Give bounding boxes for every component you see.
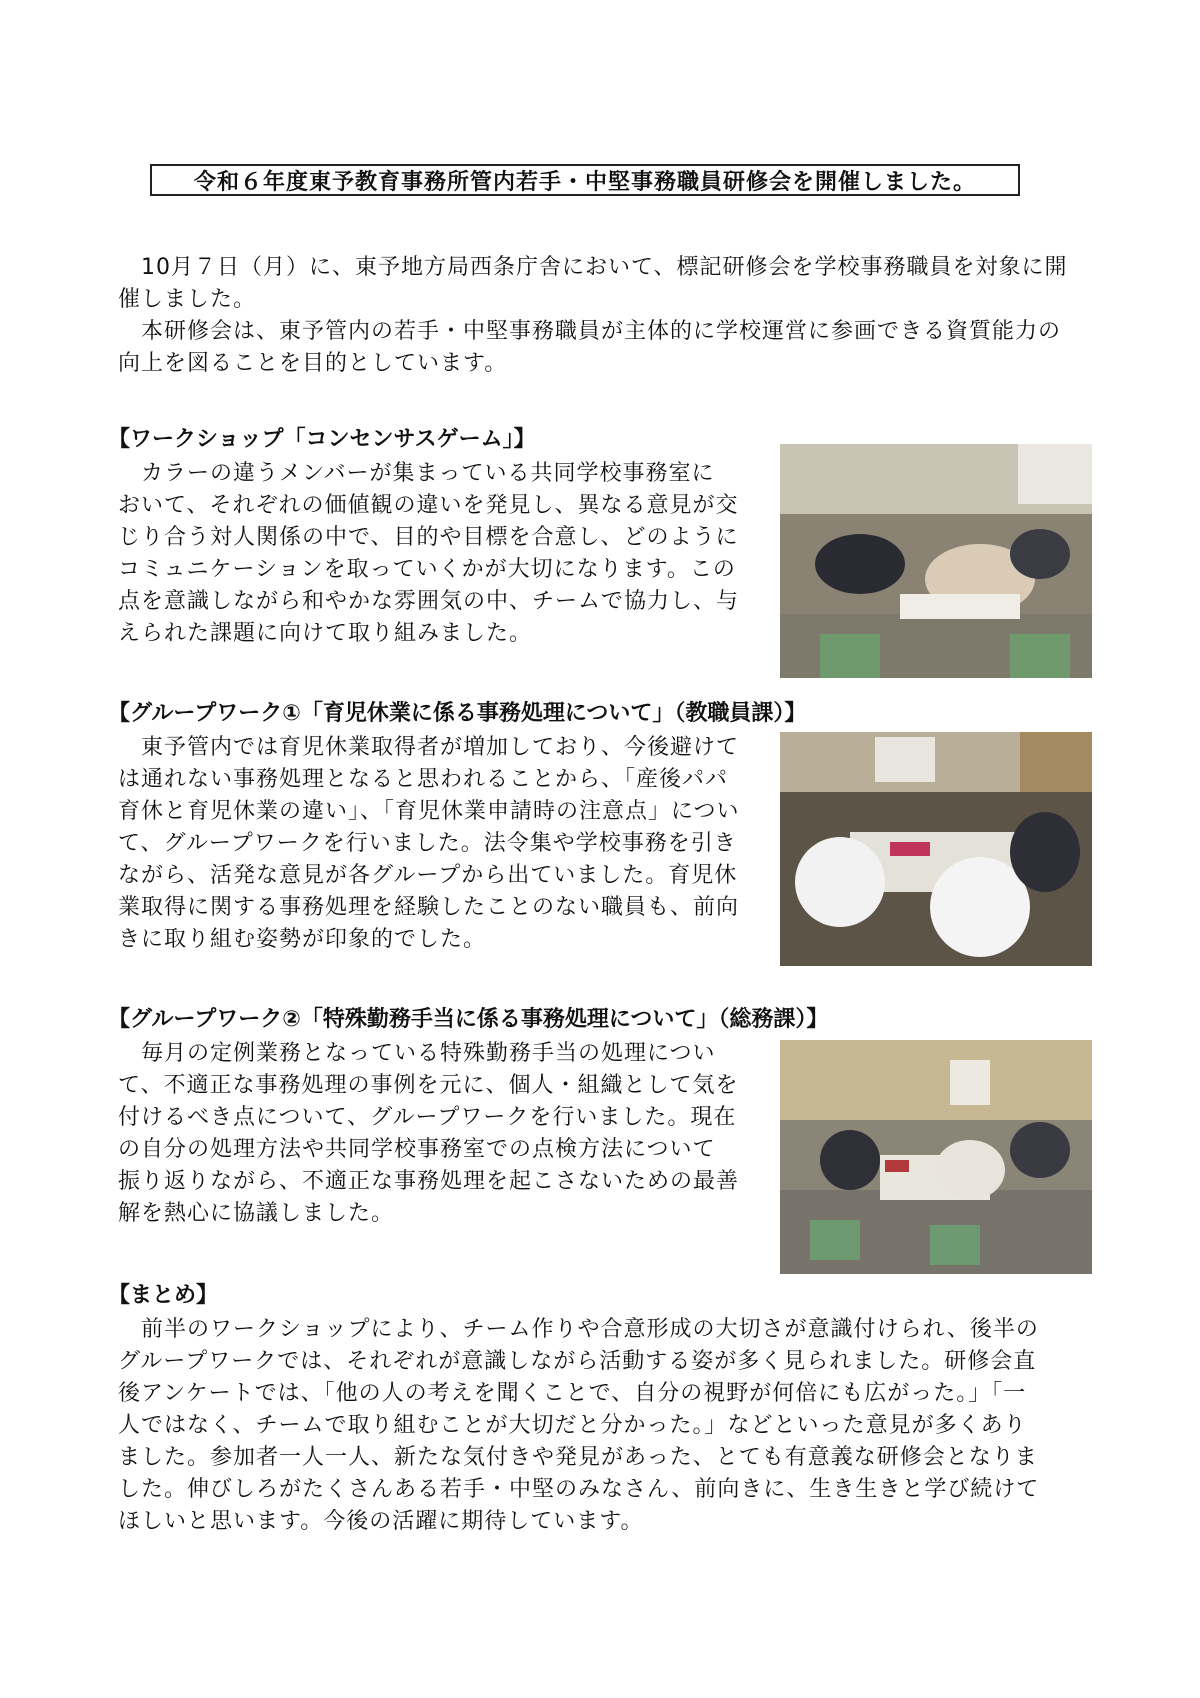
- body-line: は通れない事務処理となると思われることから、「産後パパ: [118, 767, 729, 792]
- body-line: ほしいと思います。今後の活躍に期待しています。: [118, 1509, 644, 1534]
- section-heading-groupwork-1: 【グループワーク①「育児休業に係る事務処理について」（教職員課）】: [108, 701, 807, 726]
- body-line: きに取り組む姿勢が印象的でした。: [118, 927, 487, 952]
- intro-line: 10月７日（月）に、東予地方局西条庁舎において、標記研修会を学校事務職員を対象に開: [118, 255, 1068, 280]
- body-line: て、グループワークを行いました。法令集や学校事務を引き: [118, 831, 737, 856]
- intro-paragraph: [118, 252, 1098, 380]
- body-line: 東予管内では育児休業取得者が増加しており、今後避けて: [118, 735, 740, 760]
- section-heading-workshop: 【ワークショップ「コンセンサスゲーム」】: [108, 427, 536, 452]
- body-line: コミュニケーションを取っていくかが大切になります。この: [118, 557, 736, 582]
- groupwork-1-photo: [780, 732, 1092, 966]
- intro-line: 催しました。: [118, 287, 257, 312]
- workshop-photo: [780, 444, 1092, 678]
- body-line: ながら、活発な意見が各グループから出ていました。育児休: [118, 863, 738, 888]
- body-line: 人ではなく、チームで取り組むことが大切だと分かった。」などといった意見が多くあり: [118, 1413, 1027, 1438]
- body-line: 後アンケートでは、「他の人の考えを聞くことで、自分の視野が何倍にも広がった。」「一: [118, 1381, 1027, 1406]
- body-line: ました。参加者一人一人、新たな気付きや発見があった、とても有意義な研修会となりま: [118, 1445, 1038, 1470]
- body-line: の自分の処理方法や共同学校事務室での点検方法について: [118, 1137, 716, 1162]
- body-line: グループワークでは、それぞれが意識しながら活動する姿が多く見られました。研修会直: [118, 1349, 1037, 1374]
- section-body-groupwork-2: [118, 1038, 768, 1230]
- body-line: じり合う対人関係の中で、目的や目標を合意し、どのように: [118, 525, 739, 550]
- intro-line: 本研修会は、東予管内の若手・中堅事務職員が主体的に学校運営に参画できる資質能力の: [118, 319, 1062, 344]
- body-line: 毎月の定例業務となっている特殊勤務手当の処理につい: [118, 1041, 716, 1066]
- body-line: カラーの違うメンバーが集まっている共同学校事務室に: [118, 461, 715, 486]
- body-line: 振り返りながら、不適正な事務処理を起こさないための最善: [118, 1169, 740, 1194]
- groupwork-2-photo: [780, 1040, 1092, 1274]
- body-line: 前半のワークショップにより、チーム作りや合意形成の大切さが意識付けられ、後半の: [118, 1317, 1039, 1342]
- section-body-workshop: [118, 458, 768, 650]
- body-line: 付けるべき点について、グループワークを行いました。現在: [118, 1105, 737, 1130]
- body-line: 育休と育児休業の違い」、「育児休業申請時の注意点」につい: [118, 799, 740, 824]
- page-title: 令和６年度東予教育事務所管内若手・中堅事務職員研修会を開催しました。: [150, 164, 1020, 196]
- body-line: て、不適正な事務処理の事例を元に、個人・組織として気を: [118, 1073, 739, 1098]
- body-line: 業取得に関する事務処理を経験したことのない職員も、前向: [118, 895, 740, 920]
- section-body-summary: [118, 1314, 1098, 1538]
- body-line: 点を意識しながら和やかな雰囲気の中、チームで協力し、与: [118, 589, 740, 614]
- body-line: した。伸びしろがたくさんある若手・中堅のみなさん、前向きに、生き生きと学び続けて: [118, 1477, 1040, 1502]
- body-line: おいて、それぞれの価値観の違いを発見し、異なる意見が交: [118, 493, 739, 518]
- body-line: えられた課題に向けて取り組みました。: [118, 621, 533, 646]
- section-body-groupwork-1: [118, 732, 768, 956]
- section-heading-summary: 【まとめ】: [108, 1283, 219, 1308]
- section-heading-groupwork-2: 【グループワーク②「特殊勤務手当に係る事務処理について」（総務課）】: [108, 1007, 829, 1032]
- intro-line: 向上を図ることを目的としています。: [118, 351, 508, 376]
- body-line: 解を熱心に協議しました。: [118, 1201, 395, 1226]
